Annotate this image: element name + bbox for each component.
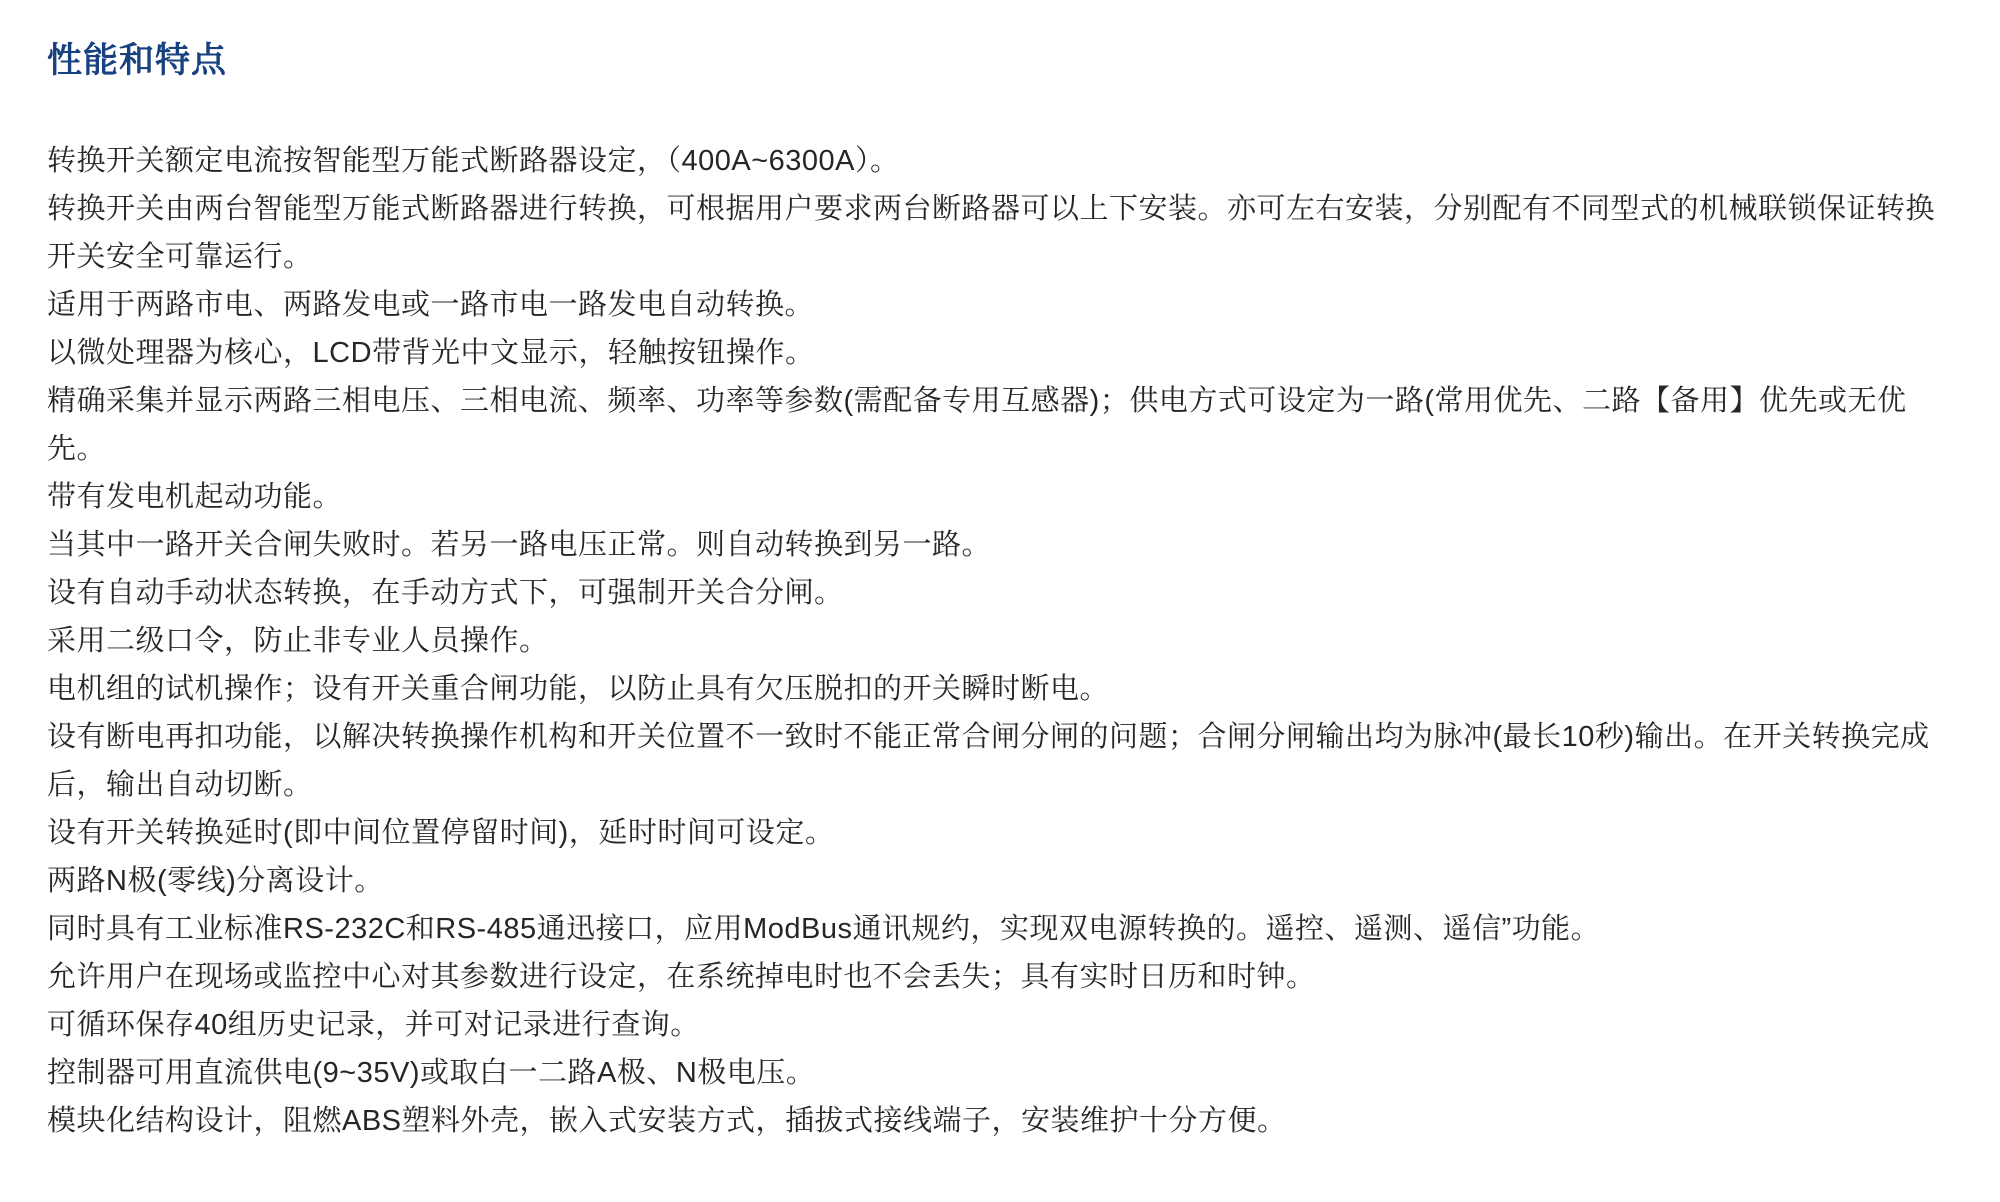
feature-line: 精确采集并显示两路三相电压、三相电流、频率、功率等参数(需配备专用互感器)；供电方式可设定为一路(常用优先、二路【备用】优先或无优先。 [47,384,1907,465]
feature-line: 采用二级口令，防止非专业人员操作。 [47,624,549,657]
feature-line: 同时具有工业标准RS-232C和RS-485通迅接口，应用ModBus通讯规约，实现双电源转换的。遥控、遥测、遥信”功能。 [47,912,1601,945]
feature-list [47,137,1952,1145]
feature-line: 设有自动手动状态转换，在手动方式下，可强制开关合分闸。 [47,576,844,609]
feature-line: 适用于两路市电、两路发电或一路市电一路发电自动转换。 [47,288,815,321]
feature-line: 控制器可用直流供电(9~35V)或取白一二路A极、N极电压。 [47,1056,816,1089]
feature-line: 带有发电机起动功能。 [47,480,343,513]
feature-line: 允许用户在现场或监控中心对其参数进行设定，在系统掉电时也不会丢失；具有实时日历和时钟。 [47,960,1316,993]
feature-line: 转换开关由两台智能型万能式断路器进行转换，可根据用户要求两台断路器可以上下安装。亦可左右安装，分别配有不同型式的机械联锁保证转换开关安全可靠运行。 [47,192,1936,273]
feature-line: 设有开关转换延时(即中间位置停留时间)，延时时间可设定。 [47,816,835,849]
feature-line: 可循环保存40组历史记录，并可对记录进行查询。 [47,1008,700,1041]
feature-line: 设有断电再扣功能，以解决转换操作机构和开关位置不一致时不能正常合闸分闸的问题；合闸分闸输出均为脉冲(最长10秒)输出。在开关转换完成后，输出自动切断。 [47,720,1930,801]
feature-line: 模块化结构设计，阻燃ABS塑料外壳，嵌入式安装方式，插拔式接线端子，安装维护十分方便。 [47,1104,1287,1137]
feature-line: 当其中一路开关合闸失败时。若另一路电压正常。则自动转换到另一路。 [47,528,992,561]
feature-line: 两路N极(零线)分离设计。 [47,864,384,897]
page-title: 性能和特点 [47,41,228,80]
feature-line: 转换开关额定电流按智能型万能式断路器设定，（400A~6300A）。 [47,144,900,177]
feature-line: 电机组的试机操作；设有开关重合闸功能，以防止具有欠压脱扣的开关瞬时断电。 [47,672,1110,705]
feature-line: 以微处理器为核心，LCD带背光中文显示，轻触按钮操作。 [47,336,815,369]
